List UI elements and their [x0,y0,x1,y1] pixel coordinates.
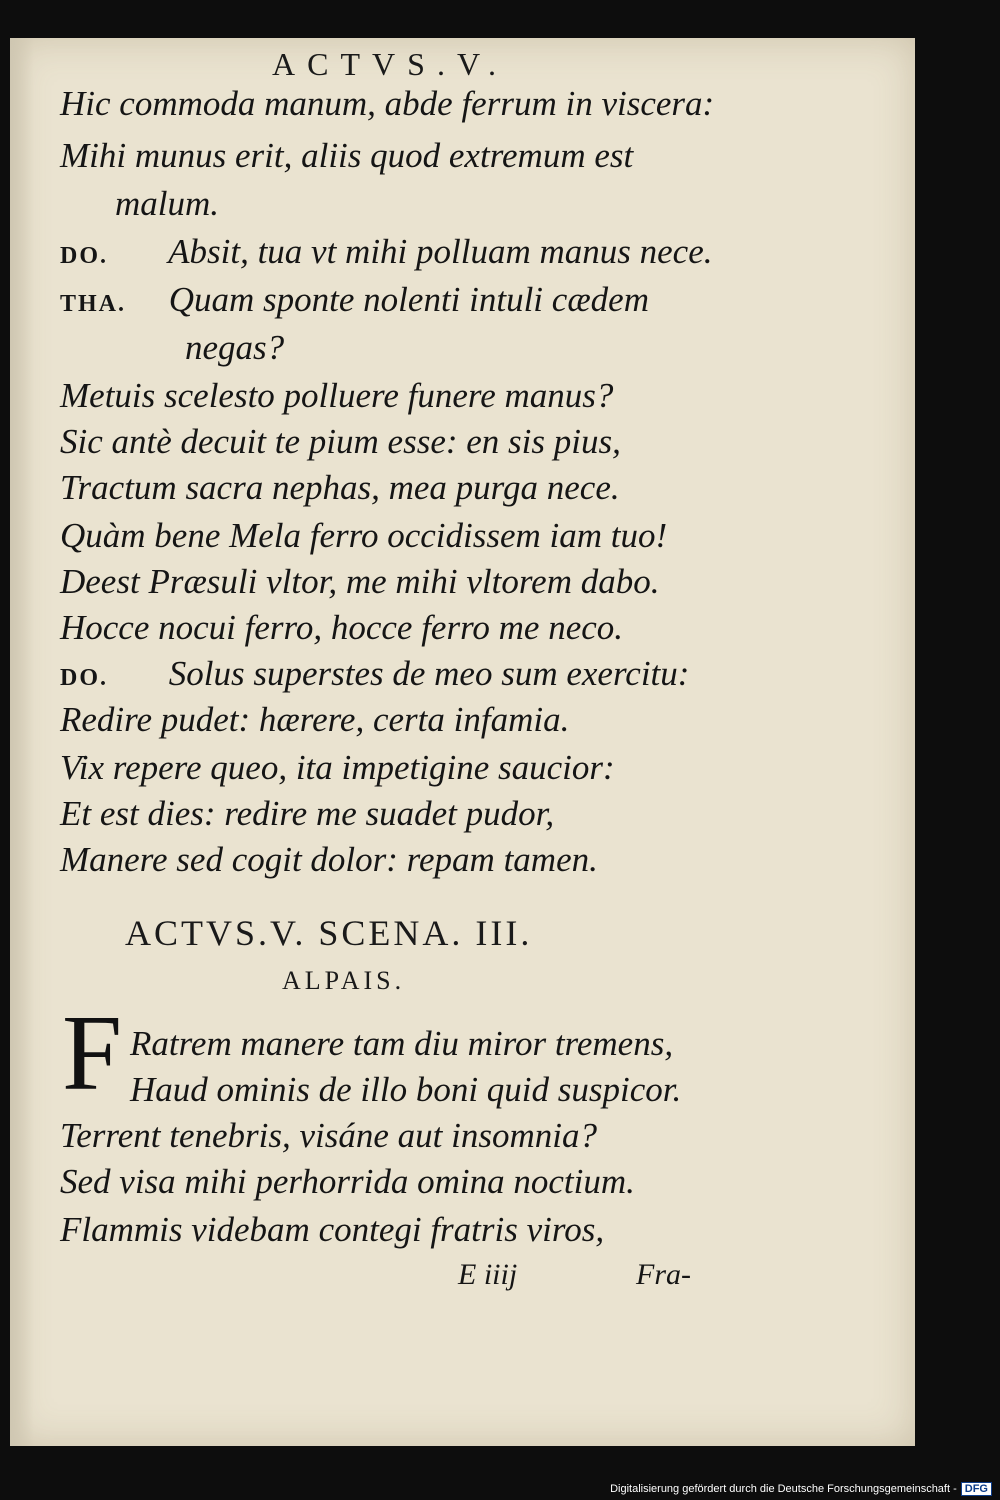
verse-line [60,1210,604,1250]
verse-line [60,608,623,648]
verse-line [60,516,667,556]
verse-line [185,328,284,368]
verse-line [130,1024,673,1064]
verse-text: Mihi munus erit, aliis quod extremum est [60,136,634,175]
verse-line [60,84,714,124]
verse-text: Terrent tenebris, visáne aut insomnia? [60,1116,597,1155]
verse-line [60,376,613,416]
verse-line [60,280,649,320]
verse-line [60,1116,597,1156]
running-header: ACTVS.V. [272,46,508,82]
catchword: Fra- [636,1258,691,1291]
verse-line [60,422,621,462]
verse-line [60,794,554,834]
scene-speaker: ALPAIS. [282,966,406,995]
verse-text: Sed visa mihi perhorrida omina noctium. [60,1162,635,1201]
verse-line [60,468,620,508]
verse-text: Metuis scelesto polluere funere manus? [60,376,614,415]
speaker-label: THA. [60,291,127,317]
verse-line [60,654,689,694]
verse-text: Absit, tua vt mihi polluam manus nece. [168,232,713,271]
verse-line [60,748,615,788]
verse-line [60,562,659,602]
verse-text: Sic antè decuit te pium esse: en sis pius, [60,422,621,461]
verse-text: Flammis videbam contegi fratris viros, [60,1210,605,1249]
signature-mark: E iiij [458,1258,518,1291]
verse-line [130,1070,681,1110]
verse-text: malum. [115,184,220,223]
verse-text: negas? [185,328,285,367]
verse-line [60,136,633,176]
verse-text: Hic commoda manum, abde ferrum in viscera: [60,84,715,123]
verse-text: Tractum sacra nephas, mea purga nece. [60,468,620,507]
verse-line [60,1162,635,1202]
credit-text: Digitalisierung gefördert durch die Deutsche Forschungsgemeinschaft - [610,1483,957,1495]
verse-line [60,232,713,272]
verse-line [60,700,569,740]
verse-text: Quam sponte nolenti intuli cædem [168,280,649,319]
speaker-label: DO. [60,665,108,691]
digitization-credit [610,1482,992,1496]
verse-text: Ratrem manere tam diu miror tremens, [130,1024,674,1063]
page-edge-shadow [10,38,34,1446]
verse-text: Redire pudet: hærere, certa infamia. [60,700,570,739]
drop-cap: F [62,994,123,1113]
verse-text: Et est dies: redire me suadet pudor, [60,794,555,833]
verse-text: Solus superstes de meo sum exercitu: [168,654,690,693]
verse-text: Vix repere queo, ita impetigine saucior: [60,748,615,787]
verse-text: Manere sed cogit dolor: repam tamen. [60,840,598,879]
verse-line [115,184,219,224]
dfg-logo: DFG [961,1482,992,1496]
verse-line [60,840,598,880]
scene-title: ACTVS.V. SCENA. III. [125,913,533,953]
verse-text: Deest Præsuli vltor, me mihi vltorem dabo. [60,562,660,601]
verse-text: Quàm bene Mela ferro occidissem iam tuo! [60,516,668,555]
speaker-label: DO. [60,243,108,269]
verse-text: Hocce nocui ferro, hocce ferro me neco. [60,608,624,647]
verse-text: Haud ominis de illo boni quid suspicor. [130,1070,682,1109]
